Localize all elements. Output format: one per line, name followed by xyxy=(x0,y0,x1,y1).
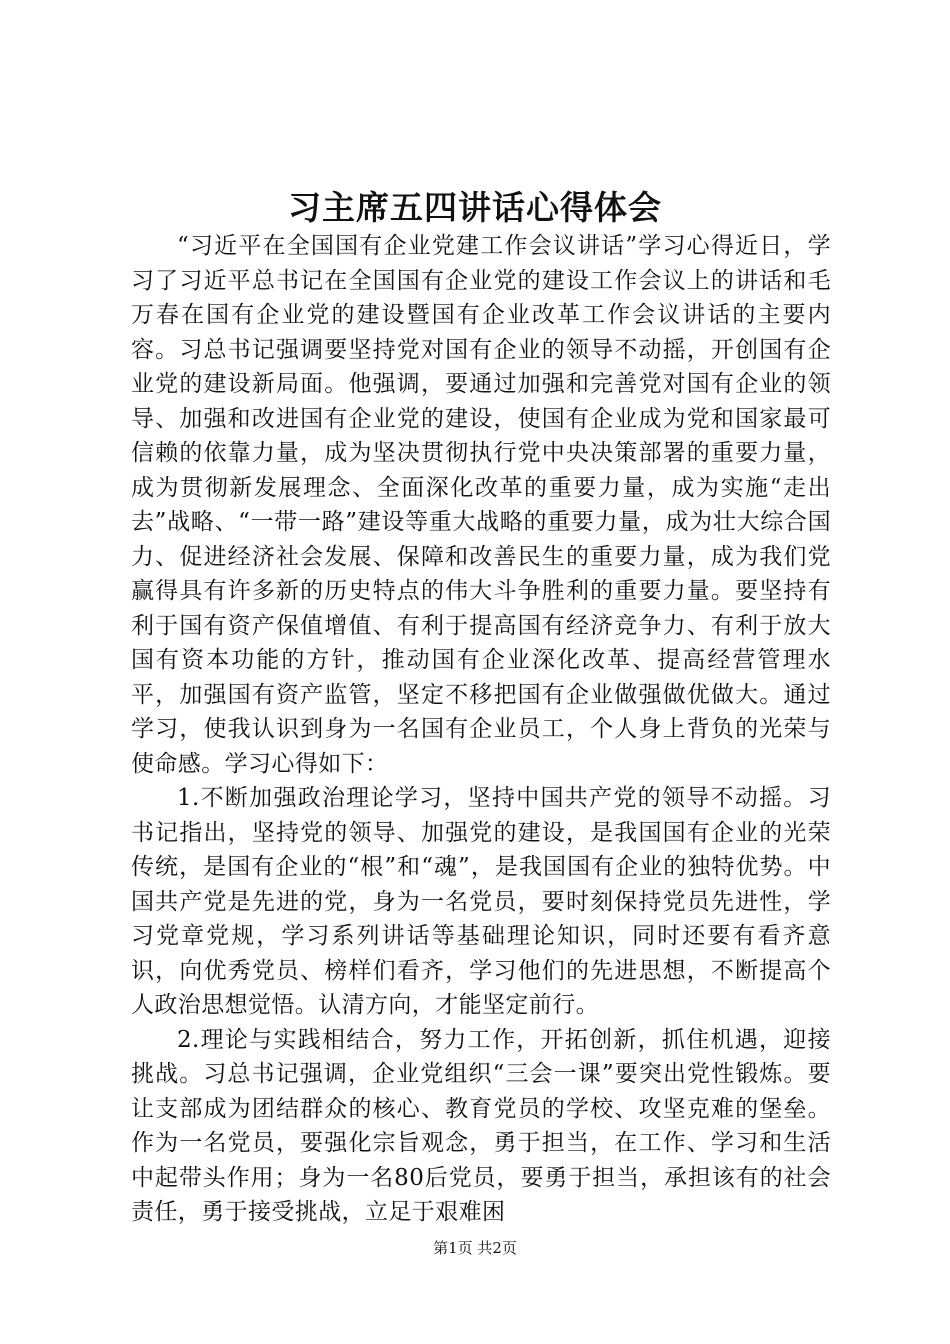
paragraph-point-1: 1.不断加强政治理论学习，坚持中国共产党的领导不动摇。习书记指出，坚持党的领导、加强党的建设，是我国国有企业的光荣传统，是国有企业的“根”和“魂”，是我国国有企业的独特优势。中国共产党是先进的党，身为一名党员，要时刻保持党员先进性，学习党章党规，学习系列讲话等基础理论知识，同时还要有看齐意识，向优秀党员、榜样们看齐，学习他们的先进思想，不断提高个人政治思想觉悟。认清方向，才能坚定前行。 xyxy=(131,785,831,1018)
document-body xyxy=(131,229,831,1230)
document-title: 习主席五四讲话心得体会 xyxy=(288,188,662,227)
paragraph-point-2: 2.理论与实践相结合，努力工作，开拓创新，抓住机遇，迎接挑战。习总书记强调，企业党组织“三会一课”要突出党性锻炼。要让支部成为团结群众的核心、教育党员的学校、攻坚克难的堡垒。作为一名党员，要强化宗旨观念，勇于担当，在工作、学习和生活中起带头作用；身为一名80后党员，要勇于担当，承担该有的社会责任，勇于接受挑战，立足于艰难困 xyxy=(131,1026,831,1225)
paragraph-intro: “习近平在全国国有企业党建工作会议讲话”学习心得近日，学习了习近平总书记在全国国有企业党的建设工作会议上的讲话和毛万春在国有企业党的建设暨国有企业改革工作会议讲话的主要内容。习总书记强调要坚持党对国有企业的领导不动摇，开创国有企业党的建设新局面。他强调，要通过加强和完善党对国有企业的领导、加强和改进国有企业党的建设，使国有企业成为党和国家最可信赖的依靠力量，成为坚决贯彻执行党中央决策部署的重要力量，成为贯彻新发展理念、全面深化改革的重要力量，成为实施“走出去”战略、“一带一路”建设等重大战略的重要力量，成为壮大综合国力、促进经济社会发展、保障和改善民生的重要力量，成为我们党赢得具有许多新的历史特点的伟大斗争胜利的重要力量。要坚持有利于国有资产保值增值、有利于提高国有经济竞争力、有利于放大国有资本功能的方针，推动国有企业深化改革、提高经营管理水平，加强国有资产监管，坚定不移把国有企业做强做优做大。通过学习，使我认识到身为一名国有企业员工，个人身上背负的光荣与使命感。学习心得如下： xyxy=(131,233,831,777)
page-number-footer: 第1页 共2页 xyxy=(433,1239,517,1257)
